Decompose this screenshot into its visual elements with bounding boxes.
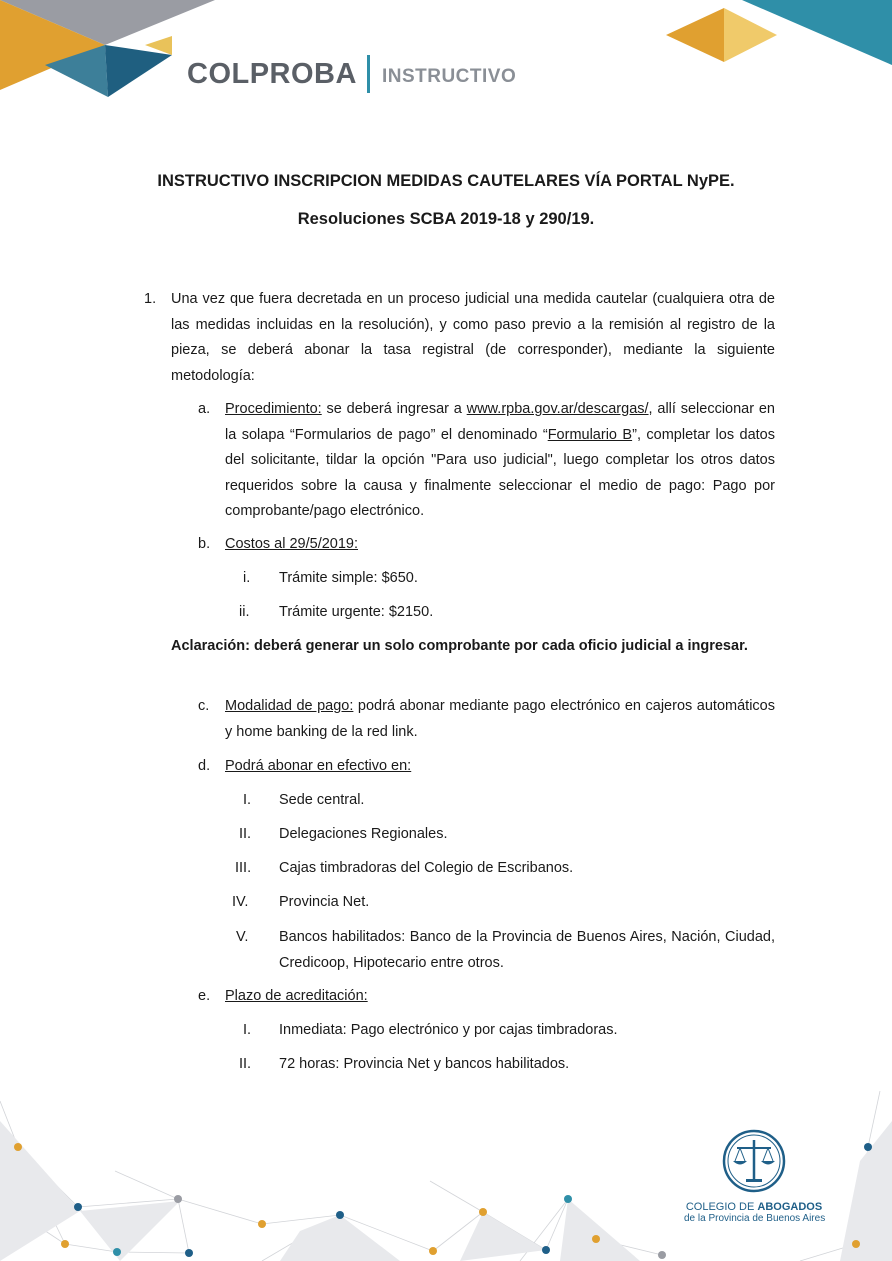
document-subtitle: Resoluciones SCBA 2019-18 y 290/19. [297, 210, 595, 228]
procedimiento-text-1: se deberá ingresar a [321, 401, 467, 417]
costos-heading: Costos al 29/5/2019: [225, 536, 359, 552]
subitem-efectivo [225, 754, 775, 780]
item-number: 1. [144, 291, 157, 307]
efectivo-heading: Podrá abonar en efectivo en: [225, 758, 412, 774]
roman-marker: III. [235, 860, 252, 876]
payment-place-item: Provincia Net. [279, 894, 370, 910]
roman-marker: i. [243, 570, 251, 586]
roman-marker: V. [236, 929, 249, 945]
plazo-heading: Plazo de acreditación: [225, 988, 368, 1004]
subitem-procedimiento [225, 397, 775, 525]
cost-item: Trámite simple: $650. [279, 570, 418, 586]
procedimiento-heading: Procedimiento: [225, 401, 322, 417]
brand-name: COLPROBA [187, 57, 357, 90]
modalidad-text: podrá abonar mediante pago electrónico en cajeros automáticos y home banking de la red link. [225, 698, 775, 740]
corner-decoration [662, 0, 892, 100]
aclaracion-note: Aclaración: deberá generar un solo comprobante por cada oficio judicial a ingresar. [171, 638, 748, 654]
colegio-abogados-logo [684, 1128, 824, 1224]
procedimiento-text-3: ”, completar los datos del solicitante, tildar la opción "Para uso judicial", luego completar los otros datos requeridos sobre la causa y finalmente seleccionar el medio de pago: Pago por comprobante/pago electrónico. [225, 426, 775, 519]
plazo-item: Inmediata: Pago electrónico y por cajas timbradoras. [279, 1022, 618, 1038]
brand-subtitle: INSTRUCTIVO [381, 65, 517, 87]
roman-marker: II. [239, 1056, 252, 1072]
scales-of-justice-icon [721, 1128, 787, 1194]
colegio-subtitle: de la Provincia de Buenos Aires [684, 1213, 826, 1224]
payment-place-item: Cajas timbradoras del Colegio de Escribanos. [279, 860, 574, 876]
colproba-logo [187, 52, 516, 96]
colegio-name-prefix: COLEGIO DE [685, 1201, 758, 1213]
document-title: INSTRUCTIVO INSCRIPCION MEDIDAS CAUTELARES VÍA PORTAL NyPE. [157, 172, 735, 190]
cost-item: Trámite urgente: $2150. [279, 604, 434, 620]
procedimiento-text-2: , allí seleccionar en la solapa “Formularios de pago” el denominado “ [225, 401, 775, 443]
roman-marker: II. [239, 826, 252, 842]
colegio-name-bold: ABOGADOS [757, 1201, 823, 1213]
payment-place-item: Bancos habilitados: Banco de la Provincia de Buenos Aires, Nación, Ciudad, Credicoop, Hipotecario entre otros. [279, 929, 775, 971]
logo-divider [367, 55, 370, 93]
subitem-marker-d: d. [198, 758, 211, 774]
item-paragraph: Una vez que fuera decretada en un proceso judicial una medida cautelar (cualquiera otra de las medidas incluidas en la resolución), y como paso previo a la remisión al registro de la pieza, se deberá abonar la tasa registral (de corresponder), mediante la siguiente metodología: [171, 291, 775, 384]
modalidad-heading: Modalidad de pago: [225, 698, 354, 714]
subitem-plazo [225, 984, 775, 1010]
payment-place-item: Sede central. [279, 792, 365, 808]
rpba-download-link[interactable]: www.rpba.gov.ar/descargas/ [466, 401, 649, 417]
formulario-b-label: Formulario B [547, 426, 633, 443]
subitem-marker-a: a. [198, 401, 211, 417]
subitem-marker-e: e. [198, 988, 211, 1004]
roman-marker: I. [243, 792, 252, 808]
subitem-modalidad [225, 694, 775, 745]
subitem-marker-c: c. [198, 698, 210, 714]
subitem-marker-b: b. [198, 536, 211, 552]
subitem-costos [225, 532, 775, 558]
payment-place-item: Delegaciones Regionales. [279, 826, 448, 842]
plazo-item: 72 horas: Provincia Net y bancos habilitados. [279, 1056, 570, 1072]
colegio-name [684, 1201, 824, 1213]
roman-marker: I. [243, 1022, 252, 1038]
roman-marker: ii. [239, 604, 250, 620]
roman-marker: IV. [232, 894, 249, 910]
